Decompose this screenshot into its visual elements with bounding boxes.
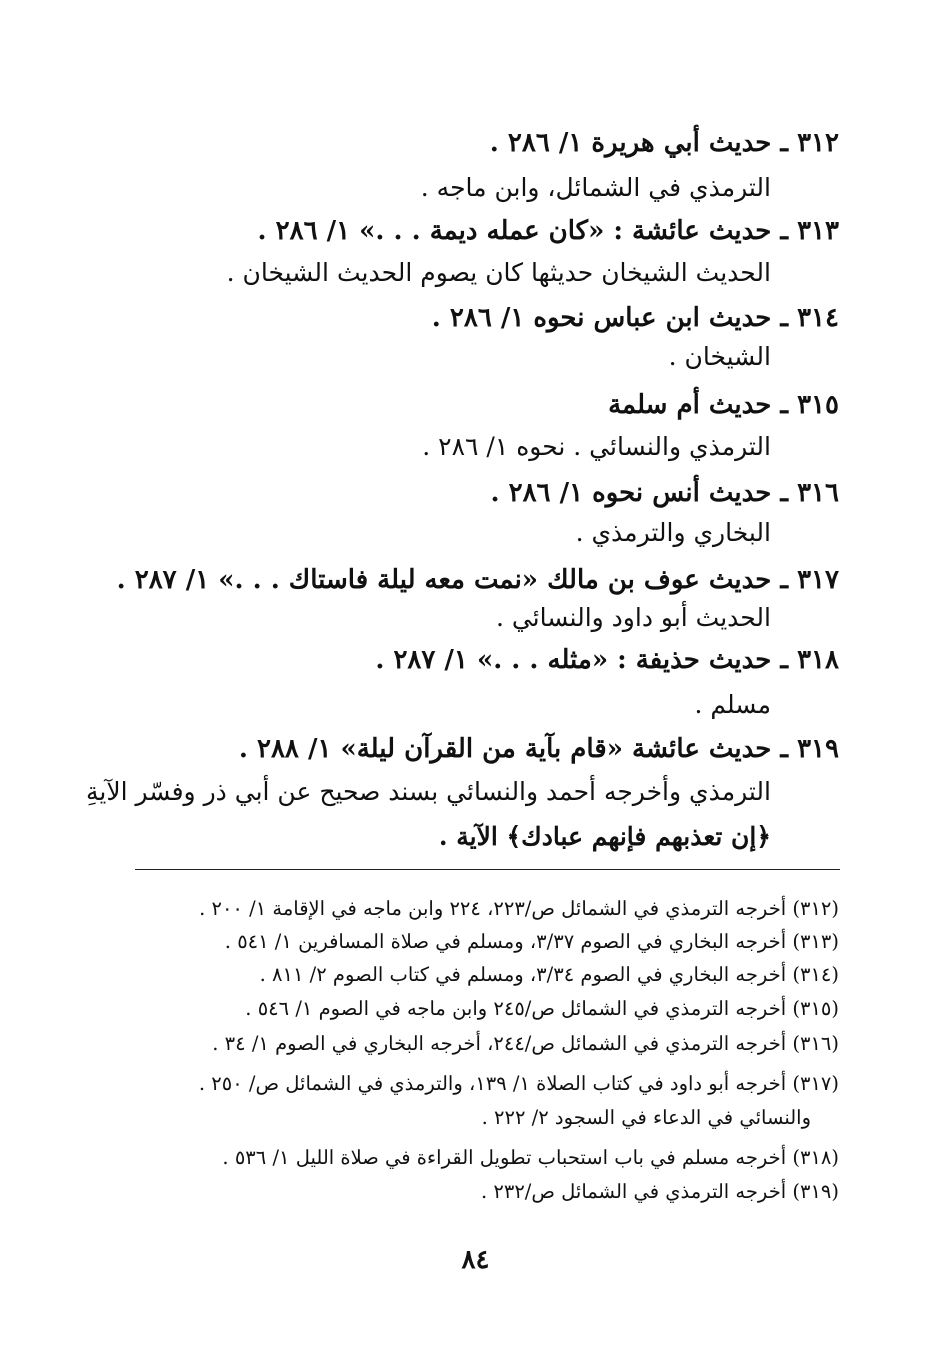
entry-313-source: الحديث الشيخان حديثها كان يصوم الحديث الشيخان . <box>226 258 771 287</box>
entry-316-source: البخاري والترمذي . <box>575 518 771 547</box>
footnote-317-continued: والنسائي في الدعاء في السجود ٢/ ٢٢٢ . <box>481 1106 811 1129</box>
footnote-316: (٣١٦) أخرجه الترمذي في الشمائل ص/٢٤٤، أخرجه البخاري في الصوم ١/ ٣٤ . <box>212 1032 839 1055</box>
footnote-313: (٣١٣) أخرجه البخاري في الصوم ٣/٣٧، ومسلم في صلاة المسافرين ١/ ٥٤١ . <box>224 930 839 953</box>
entry-316-heading: ٣١٦ ـ حديث أنس نحوه ١/ ٢٨٦ . <box>490 478 839 508</box>
footnote-divider <box>135 869 840 870</box>
entry-319-heading: ٣١٩ ـ حديث عائشة «قام بآية من القرآن ليلة» ١/ ٢٨٨ . <box>238 734 839 764</box>
entry-314-source: الشيخان . <box>668 342 771 371</box>
entry-312-heading: ٣١٢ ـ حديث أبي هريرة ١/ ٢٨٦ . <box>489 128 839 158</box>
entry-318-source: مسلم . <box>694 690 771 719</box>
entry-317-source: الحديث أبو داود والنسائي . <box>495 603 771 632</box>
footnote-312: (٣١٢) أخرجه الترمذي في الشمائل ص/٢٢٣، ٢٢٤ وابن ماجه في الإقامة ١/ ٢٠٠ . <box>199 897 839 920</box>
entry-312-source: الترمذي في الشمائل، وابن ماجه . <box>420 173 771 202</box>
footnote-317: (٣١٧) أخرجه أبو داود في كتاب الصلاة ١/ ١٣٩، والترمذي في الشمائل ص/ ٢٥٠ . <box>198 1072 839 1095</box>
entry-315-source: الترمذي والنسائي . نحوه ١/ ٢٨٦ . <box>422 432 771 461</box>
entry-313-heading: ٣١٣ ـ حديث عائشة : «كان عمله ديمة . . .» ١/ ٢٨٦ . <box>257 216 839 246</box>
entry-315-heading: ٣١٥ ـ حديث أم سلمة <box>608 390 839 420</box>
page-number: ٨٤ <box>461 1245 490 1275</box>
entry-319-source: الترمذي وأخرجه أحمد والنسائي بسند صحيح عن أبي ذر وفسّر الآيةِ <box>86 777 771 806</box>
footnote-319: (٣١٩) أخرجه الترمذي في الشمائل ص/٢٣٢ . <box>480 1180 839 1203</box>
footnote-318: (٣١٨) أخرجه مسلم في باب استحباب تطويل القراءة في صلاة الليل ١/ ٥٣٦ . <box>222 1146 839 1169</box>
entry-318-heading: ٣١٨ ـ حديث حذيفة : «مثله . . .» ١/ ٢٨٧ . <box>375 645 839 675</box>
entry-317-heading: ٣١٧ ـ حديث عوف بن مالك «نمت معه ليلة فاستاك . . .» ١/ ٢٨٧ . <box>116 565 839 595</box>
footnote-314: (٣١٤) أخرجه البخاري في الصوم ٣/٣٤، ومسلم في كتاب الصوم ٢/ ٨١١ . <box>259 963 839 986</box>
footnote-315: (٣١٥) أخرجه الترمذي في الشمائل ص/٢٤٥ وابن ماجه في الصوم ١/ ٥٤٦ . <box>245 997 839 1020</box>
entry-314-heading: ٣١٤ ـ حديث ابن عباس نحوه ١/ ٢٨٦ . <box>431 303 839 333</box>
entry-319-verse: ﴿إن تعذبهم فإنهم عبادك﴾ الآية . <box>438 822 771 851</box>
